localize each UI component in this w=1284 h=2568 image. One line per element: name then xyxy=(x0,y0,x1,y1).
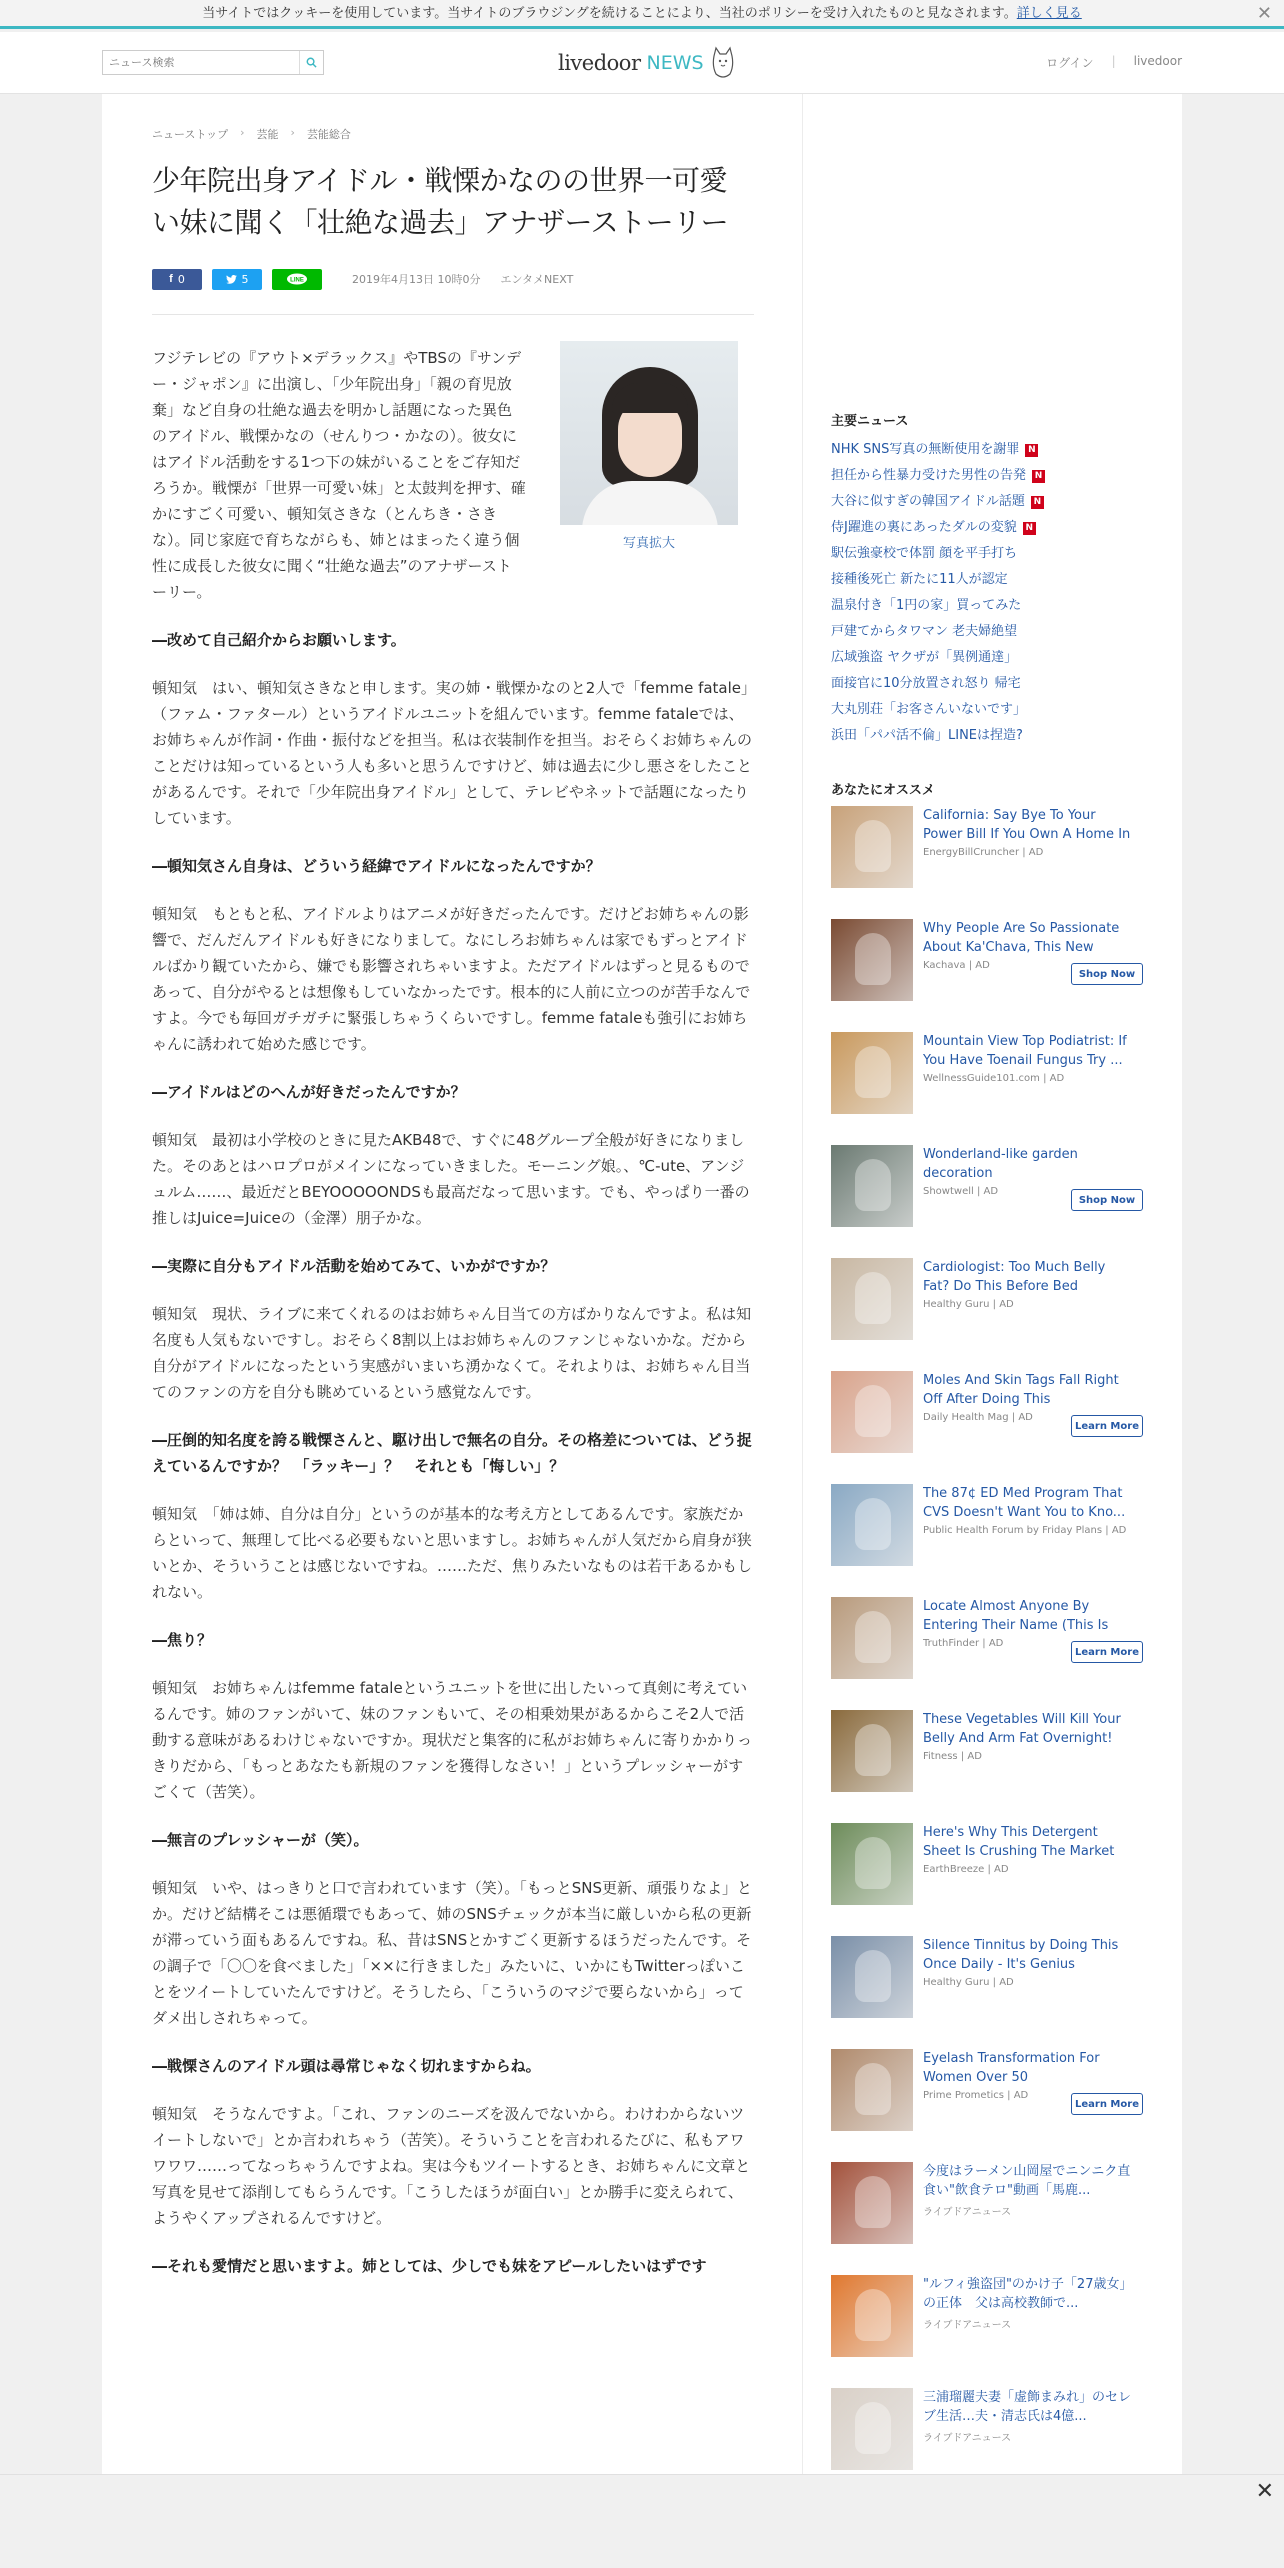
logo-news: NEWS xyxy=(646,52,704,74)
logo-livedoor: livedoor xyxy=(558,51,641,75)
thumb-subject-shape xyxy=(855,1385,891,1437)
cookie-more-link[interactable]: 詳しく見る xyxy=(1016,6,1082,21)
breadcrumb-top[interactable]: ニューストップ xyxy=(152,128,229,141)
recommend-title[interactable]: Eyelash Transformation For Women Over 50 xyxy=(923,2051,1100,2085)
twitter-share-button[interactable] xyxy=(212,269,262,290)
header-links xyxy=(1046,54,1182,71)
interview-answer: 頓知気 最初は小学校のときに見たAKB48で、すぐに48グループ全般が好きになりました。そのあとはハロプロがメインになっていきました。モーニング娘。、℃-ute、アンジュルム……、最近だとBEYOOOOONDSも最高だなって思います。でも、やっぱり一番の推しはJuice=Juiceの（金澤）朋子かな。 xyxy=(152,1131,750,1227)
news-item[interactable] xyxy=(831,645,1151,671)
recommend-source: Healthy Guru | AD xyxy=(923,1299,1014,1310)
interview-question: ―改めて自己紹介からお願いします。 xyxy=(152,631,406,649)
interview-question: ―それも愛情だと思いますよ。姉としては、少しでも妹をアピールしたいはずです xyxy=(152,2257,707,2275)
recommend-source: Daily Health Mag | AD xyxy=(923,1412,1033,1423)
line-share-button[interactable] xyxy=(272,269,322,290)
thumb-subject-shape xyxy=(855,1159,891,1211)
recommend-text xyxy=(923,1936,1133,2049)
vegetables-icon[interactable] xyxy=(831,919,913,1001)
interview-answer: 頓知気 そうなんですよ。「これ、ファンのニーズを汲んでないから。わけわからないツイートしないで」とか言われちゃう（苦笑）。そういうことを言われるたびに、私もアワワワワ……ってなっちゃうんですよね。実は今もツイートするとき、お姉ちゃんに文章と写真を見せて添削してもらうんです。「こうしたほうが面白い」とか勝手に変えられて、ようやくアップされるんですけど。 xyxy=(152,2105,751,2227)
article-lead: フジテレビの『アウト×デラックス』やTBSの『サンデー・ジャポン』に出演し、「少年院出身」「親の育児放棄」など自身の壮絶な過去を明かし話題になった異色のアイドル、戦慄かなの（せんりつ・かなの）。彼女にはアイドル活動をする1つ下の妹がいることをご存知だろうか。戦慄が「世界一可愛い妹」と太鼓判を押す、確かにすごく可愛い、頓知気さきな（とんちき・さきな）。同じ家庭で育ちながらも、姉とはまったく違う個性に成長した彼女に聞く“壮絶な過去”のアナザーストーリー。 xyxy=(152,349,526,601)
photo-enlarge-link[interactable]: 写真拡大 xyxy=(622,536,675,551)
recommend-text xyxy=(923,1484,1133,1597)
woman-portrait-icon[interactable] xyxy=(831,806,913,888)
woman-orange-icon[interactable] xyxy=(831,2275,913,2357)
interview-answer: 頓知気 現状、ライブに来てくれるのはお姉ちゃん目当ての方ばかりなんですよ。私は知名度も人気もないですし。おそらく8割以上はお姉ちゃんのファンじゃないかな。だから自分がアイドルになったという実感がいまいち湧かなくて。それよりは、お姉ちゃん目当てのファンの方を自分も眺めているという感覚なんです。 xyxy=(152,1305,752,1401)
new-badge-icon: N xyxy=(1032,470,1045,483)
recommend-source: Kachava | AD xyxy=(923,960,990,971)
recommend-cta-button[interactable]: Learn More xyxy=(1071,2093,1143,2115)
breadcrumb-general[interactable]: 芸能総合 xyxy=(306,128,351,141)
header-separator: | xyxy=(1111,54,1116,68)
cat-mascot-icon xyxy=(710,46,736,80)
thumb-subject-shape xyxy=(855,820,891,872)
news-item[interactable] xyxy=(831,515,1151,541)
article-date: 2019年4月13日 10時0分 xyxy=(352,273,481,286)
recommend-item[interactable] xyxy=(831,919,1151,1032)
breadcrumb-sep-icon: › xyxy=(290,126,295,139)
recommend-item[interactable] xyxy=(831,2275,1151,2388)
breadcrumb xyxy=(152,126,754,142)
twitter-icon xyxy=(226,275,237,284)
search-box xyxy=(102,50,324,75)
news-item-text: 大丸別荘「お客さんいないです」 xyxy=(831,702,1027,717)
news-item[interactable] xyxy=(831,671,1151,697)
recommend-text xyxy=(923,2275,1133,2388)
search-input[interactable] xyxy=(103,51,297,74)
facebook-icon: f xyxy=(169,273,173,285)
recommend-title[interactable]: Why People Are So Passionate About Ka'Chava, This New xyxy=(923,921,1120,955)
eye-icon[interactable] xyxy=(831,2049,913,2131)
recommend-item[interactable] xyxy=(831,1710,1151,1823)
recommend-text xyxy=(923,806,1133,919)
interview-question: ―アイドルはどのへんが好きだったんですか？ xyxy=(152,1083,466,1101)
interview-answer: 頓知気 お姉ちゃんはfemme fataleというユニットを世に出したいって真剣に考えているんです。姉のファンがいて、妹のファンもいて、その相乗効果があるからこそ2人で活動する意味があるわけじゃないですか。現状だと集客的に私がお姉ちゃんに寄りかかりっきりだから、「もっとあなたも新規のファンを獲得しなさい！」というプレッシャーがすごくて（苦笑）。 xyxy=(152,1679,753,1801)
cookie-banner xyxy=(0,0,1284,29)
recommend-text xyxy=(923,2162,1133,2275)
recommend-source: ライブドアニュース xyxy=(923,2433,1012,2444)
recommend-item[interactable] xyxy=(831,1936,1151,2049)
site-logo[interactable] xyxy=(558,45,736,81)
recommend-item[interactable] xyxy=(831,1597,1151,1710)
share-bar xyxy=(152,268,754,290)
recommend-source: WellnessGuide101.com | AD xyxy=(923,1073,1065,1084)
facebook-share-button[interactable] xyxy=(152,269,202,290)
thumb-subject-shape xyxy=(855,2402,891,2454)
cookie-text: 当サイトではクッキーを使用しています。当サイトのブラウジングを続けることにより、当社のポリシーを受け入れたものと見なされます。 xyxy=(202,6,1017,21)
recommend-text xyxy=(923,1032,1133,1145)
interview-question: ―無言のプレッシャーが（笑）。 xyxy=(152,1831,369,1849)
recommend-title[interactable]: These Vegetables Will Kill Your Belly And Arm Fat Overnight! xyxy=(923,1712,1121,1746)
thumb-subject-shape xyxy=(855,2289,891,2341)
recommend-text xyxy=(923,1710,1133,1823)
recommend-item[interactable] xyxy=(831,1371,1151,1484)
thumb-subject-shape xyxy=(855,1611,891,1663)
recommend-source: EarthBreeze | AD xyxy=(923,1864,1009,1875)
interview-question: ―実際に自分もアイドル活動を始めてみて、いかがですか？ xyxy=(152,1257,556,1275)
news-item-text: NHK SNS写真の無断使用を謝罪 xyxy=(831,442,1020,457)
recommend-cta-button[interactable]: Shop Now xyxy=(1071,963,1143,985)
nose-icon[interactable] xyxy=(831,1371,913,1453)
recommend-item[interactable] xyxy=(831,1032,1151,1145)
recommend-cta-button[interactable]: Shop Now xyxy=(1071,1189,1143,1211)
thumb-subject-shape xyxy=(855,1046,891,1098)
foot-icon[interactable] xyxy=(831,1032,913,1114)
recommend-source: EnergyBillCruncher | AD xyxy=(923,847,1044,858)
news-item[interactable] xyxy=(831,463,1151,489)
recommend-title[interactable]: Mountain View Top Podiatrist: If You Have Toenail Fungus Try ... xyxy=(923,1034,1127,1068)
recommend-heading: あなたにオススメ xyxy=(831,783,935,798)
interview-question: ―頓知気さん自身は、どういう経緯でアイドルになったんですか？ xyxy=(152,857,601,875)
news-item-text: 担任から性暴力受けた男性の告発 xyxy=(831,468,1027,483)
news-item-text: 広域強盗 ヤクザが「異例通達」 xyxy=(831,650,1018,665)
recommend-item[interactable] xyxy=(831,1145,1151,1258)
pills-icon[interactable] xyxy=(831,1484,913,1566)
recommend-title[interactable]: 三浦瑠麗夫妻「虚飾まみれ」のセレブ生活…夫・清志氏は4億... xyxy=(923,2390,1132,2424)
recommend-text xyxy=(923,1823,1133,1936)
recommend-title[interactable]: The 87¢ ED Med Program That CVS Doesn't Want You to Kno... xyxy=(923,1486,1126,1520)
facebook-count: 0 xyxy=(177,272,185,286)
new-badge-icon: N xyxy=(1025,444,1038,457)
recommend-item[interactable] xyxy=(831,2162,1151,2275)
recommend-source: TruthFinder | AD xyxy=(923,1638,1004,1649)
recommend-item[interactable] xyxy=(831,806,1151,919)
cookie-close-button[interactable]: ✕ xyxy=(1256,3,1272,24)
recommend-source: ライブドアニュース xyxy=(923,2320,1012,2331)
recommend-source: Healthy Guru | AD xyxy=(923,1977,1014,1988)
recommend-source: Prime Prometics | AD xyxy=(923,2090,1029,2101)
bowl-icon[interactable] xyxy=(831,1710,913,1792)
line-icon xyxy=(286,273,308,285)
news-item-text: 面接官に10分放置され怒り 帰宅 xyxy=(831,676,1021,691)
recommend-title[interactable]: California: Say Bye To Your Power Bill If You Own A Home In xyxy=(923,808,1131,842)
thumb-subject-shape xyxy=(855,1724,891,1776)
garden-icon[interactable] xyxy=(831,1145,913,1227)
recommend-text xyxy=(923,1258,1133,1371)
divider xyxy=(152,314,754,315)
recommend-item[interactable] xyxy=(831,1258,1151,1371)
news-item[interactable] xyxy=(831,489,1151,515)
article xyxy=(102,94,802,2301)
interview-question: ―戦慄さんのアイドル頭は尋常じゃなく切れますからね。 xyxy=(152,2057,541,2075)
recommend-source: ライブドアニュース xyxy=(923,2207,1012,2218)
thumb-subject-shape xyxy=(855,2176,891,2228)
recommend-item[interactable] xyxy=(831,1484,1151,1597)
svg-text:LINE: LINE xyxy=(290,277,304,284)
search-button[interactable] xyxy=(299,51,323,74)
breadcrumb-entertainment[interactable]: 芸能 xyxy=(256,128,279,141)
recommend-list xyxy=(831,806,1151,2501)
column-divider xyxy=(802,94,803,2568)
news-item-text: 大谷に似すぎの韓国アイドル話題 xyxy=(831,494,1025,509)
news-item-text: 浜田「パパ活不倫」LINEは捏造? xyxy=(831,728,1023,743)
news-item-text: 戸建てからタワマン 老夫婦絶望 xyxy=(831,624,1018,639)
interview-answer: 頓知気 もともと私、アイドルよりはアニメが好きだったんです。だけどお姉ちゃんの影響で、だんだんアイドルも好きになりまして。なにしろお姉ちゃんは家でもずっとアイドルばかり観ていたから、嫌でも影響されちゃいますよ。ただアイドルはずっと見るものであって、自分がやるとは想像もしていなかったです。根本的に人前に立つのが苦手なんですよ。今でも毎回ガチガチに緊張しちゃうくらいですし。femme fataleも強引にお姉ちゃんに誘われて始めた感じです。 xyxy=(152,905,751,1053)
main-container xyxy=(102,94,1182,2568)
interview-answer: 頓知気 「姉は姉、自分は自分」というのが基本的な考え方としてあるんです。家族だからといって、無理して比べる必要もないと思いますし。お姉ちゃんが人気だから肩身が狭いとか、そういうことは感じないですね。……ただ、焦りみたいなものは若干あるかもしれない。 xyxy=(152,1505,753,1601)
twitter-count: 5 xyxy=(241,272,249,286)
news-item[interactable] xyxy=(831,697,1151,723)
news-item-text: 侍J躍進の裏にあったダルの変貌 xyxy=(831,520,1017,535)
news-item[interactable] xyxy=(831,619,1151,645)
thumb-subject-shape xyxy=(855,1837,891,1889)
livedoor-link[interactable]: livedoor xyxy=(1133,54,1182,68)
recommend-title[interactable]: Here's Why This Detergent Sheet Is Crushing The Market xyxy=(923,1825,1115,1859)
thumb-subject-shape xyxy=(855,2063,891,2115)
recommend-item[interactable] xyxy=(831,1823,1151,1936)
woman-white-icon[interactable] xyxy=(831,2388,913,2470)
thumb-subject-shape xyxy=(855,1950,891,2002)
news-item[interactable] xyxy=(831,567,1151,593)
recommend-title[interactable]: 今度はラーメン山岡屋でニンニク直食い"飲食テロ"動画「馬鹿... xyxy=(923,2164,1131,2198)
breadcrumb-sep-icon: › xyxy=(240,126,245,139)
search-icon xyxy=(306,57,317,68)
article-figure xyxy=(544,341,754,557)
article-body xyxy=(152,345,754,2279)
new-badge-icon: N xyxy=(1031,496,1044,509)
recommend-title[interactable]: Locate Almost Anyone By Entering Their Name (This Is xyxy=(923,1599,1109,1633)
new-badge-icon: N xyxy=(1023,522,1036,535)
news-item-text: 接種後死亡 新たに11人が認定 xyxy=(831,572,1008,587)
recommend-cta-button[interactable]: Learn More xyxy=(1071,1415,1143,1437)
news-item-text: 温泉付き「1円の家」買ってみた xyxy=(831,598,1022,613)
bottom-bar-close-button[interactable]: ✕ xyxy=(1255,2479,1274,2504)
recommend-source: Fitness | AD xyxy=(923,1751,982,1762)
recommend-source: Showtwell | AD xyxy=(923,1186,999,1197)
sidebar xyxy=(831,410,1151,2501)
site-header xyxy=(0,32,1284,94)
recommend-title[interactable]: "ルフィ強盗団"のかけ子「27歳女」の正体 父は高校教師で... xyxy=(923,2277,1133,2311)
food-icon[interactable] xyxy=(831,1258,913,1340)
article-source[interactable]: エンタメNEXT xyxy=(500,273,574,286)
main-news-heading: 主要ニュース xyxy=(831,414,909,429)
recommend-title[interactable]: Cardiologist: Too Much Belly Fat? Do This Before Bed xyxy=(923,1260,1106,1294)
news-item[interactable] xyxy=(831,723,1151,749)
woman-face-icon[interactable] xyxy=(831,1597,913,1679)
article-meta xyxy=(352,271,573,287)
thumb-subject-shape xyxy=(855,1272,891,1324)
recommend-title[interactable]: Moles And Skin Tags Fall Right Off After Doing This xyxy=(923,1373,1119,1407)
photo-bangs-shape xyxy=(612,383,688,413)
interview-question: ―焦り？ xyxy=(152,1631,213,1649)
recommend-section xyxy=(831,779,1151,2501)
news-item[interactable] xyxy=(831,541,1151,567)
interview-question: ―圧倒的知名度を誇る戦慄さんと、駆け出しで無名の自分。その格差については、どう捉えているんですか？ 「ラッキー」？ それとも「悔しい」？ xyxy=(152,1431,752,1475)
thumb-subject-shape xyxy=(855,933,891,985)
news-item[interactable] xyxy=(831,593,1151,619)
bottom-ad-bar xyxy=(0,2474,1284,2568)
thumb-subject-shape xyxy=(855,1498,891,1550)
interview-answer: 頓知気 はい、頓知気さきなと申します。実の姉・戦慄かなのと2人で「femme fatale」（ファム・ファタール）というアイドルユニットを組んでいます。femme fataleでは、お姉ちゃんが作詞・作曲・振付などを担当。私は衣装制作を担当。おそらくお姉ちゃんのことだけは知っているという人も多いと思うんですけど、姉は過去に少し悪さをしたことがあるんです。それで「少年院出身アイドル」として、テレビやネットで話題になったりしています。 xyxy=(152,679,753,827)
photo-shoulder-shape xyxy=(582,481,718,525)
recommend-title[interactable]: Silence Tinnitus by Doing This Once Daily - It's Genius xyxy=(923,1938,1119,1972)
recommend-cta-button[interactable]: Learn More xyxy=(1071,1641,1143,1663)
news-item-text: 駅伝強豪校で体罰 顔を平手打ち xyxy=(831,546,1018,561)
article-title: 少年院出身アイドル・戦慄かなのの世界一可愛い妹に聞く「壮絶な過去」アナザーストーリー xyxy=(152,164,729,239)
detergent-icon[interactable] xyxy=(831,1823,913,1905)
main-news-list xyxy=(831,437,1151,749)
recommend-title[interactable]: Wonderland-like garden decoration xyxy=(923,1147,1078,1181)
hand-pills-icon[interactable] xyxy=(831,1936,913,2018)
article-photo[interactable] xyxy=(560,341,738,525)
interview-answer: 頓知気 いや、はっきりと口で言われています（笑）。「もっとSNS更新、頑張りなよ」とか。だけど結構そこは悪循環でもあって、姉のSNSチェックが本当に厳しいから私の更新が滞っていう面もあるんですね。私、昔はSNSとかすごく更新するほうだったんです。その調子で「〇〇を食べました」「××に行きました」みたいに、いかにもTwitterっぽいことをツイートしていたんですけど。そうしたら、「こういうのマジで要らないから」ってダメ出しされちゃって。 xyxy=(152,1879,752,2027)
news-item[interactable] xyxy=(831,437,1151,463)
recommend-source: Public Health Forum by Friday Plans | AD xyxy=(923,1525,1127,1536)
login-link[interactable]: ログイン xyxy=(1046,56,1094,70)
man-eating-icon[interactable] xyxy=(831,2162,913,2244)
recommend-item[interactable] xyxy=(831,2049,1151,2162)
